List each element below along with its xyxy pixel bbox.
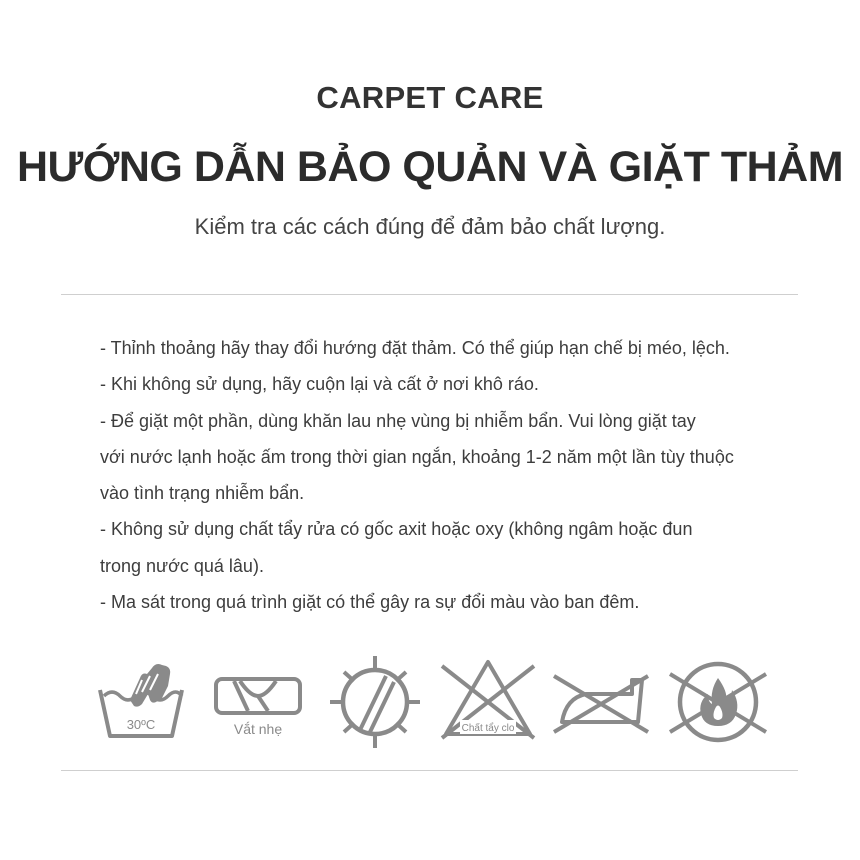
hand-wash-icon xyxy=(96,650,186,745)
instruction-line: với nước lạnh hoặc ấm trong thời gian ngắn, khoảng 1-2 năm một lần tùy thuộc xyxy=(100,446,734,467)
top-divider xyxy=(61,294,798,295)
hand-wash-temp-label: 30ºC xyxy=(126,717,156,732)
instruction-line: - Để giặt một phần, dùng khăn lau nhẹ vùng bị nhiễm bẩn. Vui lòng giặt tay xyxy=(100,410,696,431)
instruction-line: - Không sử dụng chất tẩy rửa có gốc axit hoặc oxy (không ngâm hoặc đun xyxy=(100,519,693,540)
instruction-line: - Khi không sử dụng, hãy cuộn lại và cất ở nơi khô ráo. xyxy=(100,374,539,395)
page-subtitle: Kiểm tra các cách đúng để đảm bảo chất lượng. xyxy=(194,214,666,239)
no-fire-icon xyxy=(668,650,768,745)
no-tumble-dry-icon xyxy=(328,650,423,755)
bottom-divider xyxy=(61,770,798,771)
instruction-line: vào tình trạng nhiễm bẩn. xyxy=(100,483,305,504)
bleach-label: Chất tẩy clo xyxy=(461,723,515,734)
no-iron-icon xyxy=(552,650,652,745)
care-icon-row xyxy=(90,650,780,760)
instruction-line: trong nước quá lâu). xyxy=(100,555,264,576)
page-title: HƯỚNG DẪN BẢO QUẢN VÀ GIẶT THẢM xyxy=(16,143,844,191)
eyebrow-heading: CARPET CARE xyxy=(316,80,544,115)
instruction-line: - Ma sát trong quá trình giặt có thể gây ra sự đổi màu vào ban đêm. xyxy=(100,592,640,613)
wring-label: Vắt nhẹ xyxy=(233,721,283,737)
care-instructions xyxy=(100,330,800,620)
instruction-line: - Thỉnh thoảng hãy thay đổi hướng đặt thảm. Có thể giúp hạn chế bị méo, lệch. xyxy=(100,338,730,358)
no-bleach-icon xyxy=(438,650,538,745)
gentle-wring-icon xyxy=(210,650,305,745)
